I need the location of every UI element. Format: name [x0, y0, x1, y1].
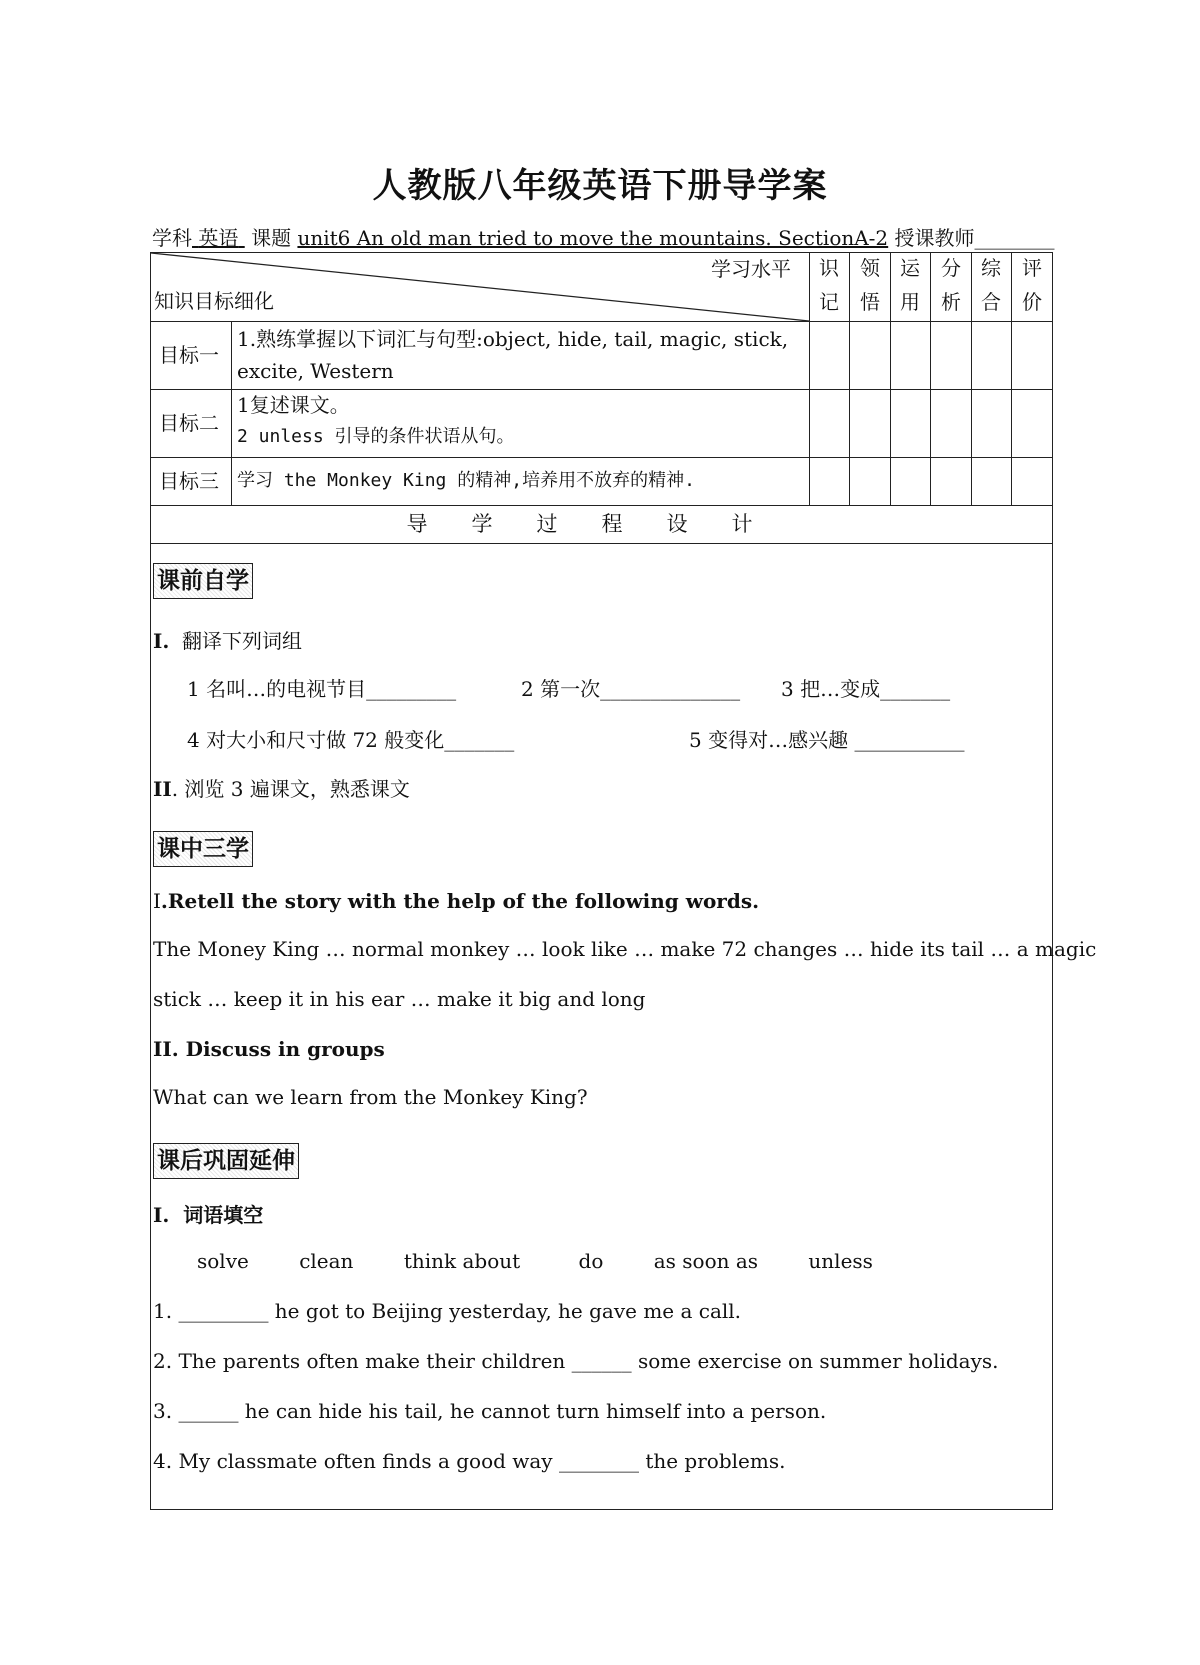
grid-line [231, 457, 232, 505]
word-bank-item: as soon as [653, 1249, 759, 1273]
pre-study-item-3: 3 把…变成_______ [781, 677, 951, 701]
grid-line [971, 253, 972, 505]
pre-study-part1: I. 翻译下列词组 [153, 629, 303, 653]
goal-2-line1: 1复述课文。 [237, 393, 350, 417]
grid-line [1011, 253, 1012, 505]
word-bank-item: think about [403, 1249, 521, 1273]
after-class-part1: I. 词语填空 [153, 1203, 264, 1227]
pre-study-item-2: 2 第一次______________ [521, 677, 741, 701]
after-class-tag: 课后巩固延伸 [153, 1143, 299, 1179]
grid-line [890, 253, 891, 505]
level-col-4: 分析 [941, 256, 961, 314]
header-top-right: 学习水平 [711, 257, 791, 281]
fill-sentence-3: 3. ______ he can hide his tail, he cannot turn himself into a person. [153, 1399, 827, 1423]
pre-study-item-5: 5 变得对…感兴趣 ___________ [689, 728, 965, 752]
word-bank [197, 1249, 873, 1273]
grid-line [151, 321, 1052, 322]
retell-line-2: stick … keep it in his ear … make it big and long [153, 987, 646, 1011]
fill-sentence-4: 4. My classmate often finds a good way ________ the problems. [153, 1449, 786, 1473]
pre-study-tag: 课前自学 [153, 563, 253, 599]
goal-3-text: 学习 the Monkey King 的精神,培养用不放弃的精神. [237, 470, 695, 491]
level-col-5: 综合 [981, 256, 1001, 314]
word-bank-item: unless [808, 1249, 873, 1273]
level-col-3: 运用 [900, 256, 920, 314]
discussion-question: What can we learn from the Monkey King? [153, 1085, 588, 1109]
grid-line [809, 253, 810, 505]
word-bank-item: clean [299, 1249, 354, 1273]
lesson-meta [152, 222, 1055, 251]
in-class-tag: 课中三学 [153, 831, 253, 867]
grid-line [151, 457, 1052, 458]
pre-study-item-1: 1 名叫…的电视节目_________ [187, 677, 457, 701]
process-title: 导学过程设计 [406, 512, 797, 536]
retell-line-1: The Money King … normal monkey … look like … make 72 changes … hide its tail … a magic [153, 937, 1097, 961]
goal-1-label: 目标一 [159, 343, 219, 367]
goal-1-text: 1.熟练掌握以下词汇与句型:object, hide, tail, magic, stick, excite, Western [237, 327, 789, 383]
fill-sentence-1: 1. _________ he got to Beijing yesterday, he gave me a call. [153, 1299, 742, 1323]
level-col-1: 识记 [819, 256, 839, 314]
in-class-part2: II. Discuss in groups [153, 1037, 385, 1061]
teacher-value: ________ [974, 226, 1055, 250]
goal-3-label: 目标三 [159, 469, 219, 493]
in-class-part1: I.Retell the story with the help of the following words. [153, 889, 760, 913]
subject-label: 学科 [152, 226, 192, 250]
fill-sentence-2: 2. The parents often make their children ______ some exercise on summer holidays. [153, 1349, 999, 1373]
pre-study-item-4: 4 对大小和尺寸做 72 般变化_______ [187, 728, 515, 752]
subject-value: 英语 [198, 226, 239, 250]
topic-value: unit6 An old man tried to move the mountains. SectionA-2 [297, 226, 889, 250]
word-bank-item: solve [197, 1249, 249, 1273]
grid-line [930, 253, 931, 505]
level-col-2: 领悟 [860, 256, 880, 314]
grid-line [231, 321, 232, 457]
pre-study-part2: II. 浏览 3 遍课文，熟悉课文 [153, 777, 410, 801]
header-bottom-left: 知识目标细化 [154, 289, 274, 313]
grid-line [151, 543, 1052, 544]
teacher-label: 授课教师 [894, 226, 975, 250]
topic-label: 课题 [251, 226, 292, 250]
page-title: 人教版八年级英语下册导学案 [372, 166, 828, 206]
grid-line [849, 253, 850, 505]
goal-2-label: 目标二 [159, 411, 219, 435]
worksheet-frame [150, 252, 1097, 1510]
goal-2-line2: 2 unless 引导的条件状语从句。 [237, 426, 515, 447]
level-col-6: 评价 [1022, 256, 1042, 314]
word-bank-item: do [578, 1249, 604, 1273]
